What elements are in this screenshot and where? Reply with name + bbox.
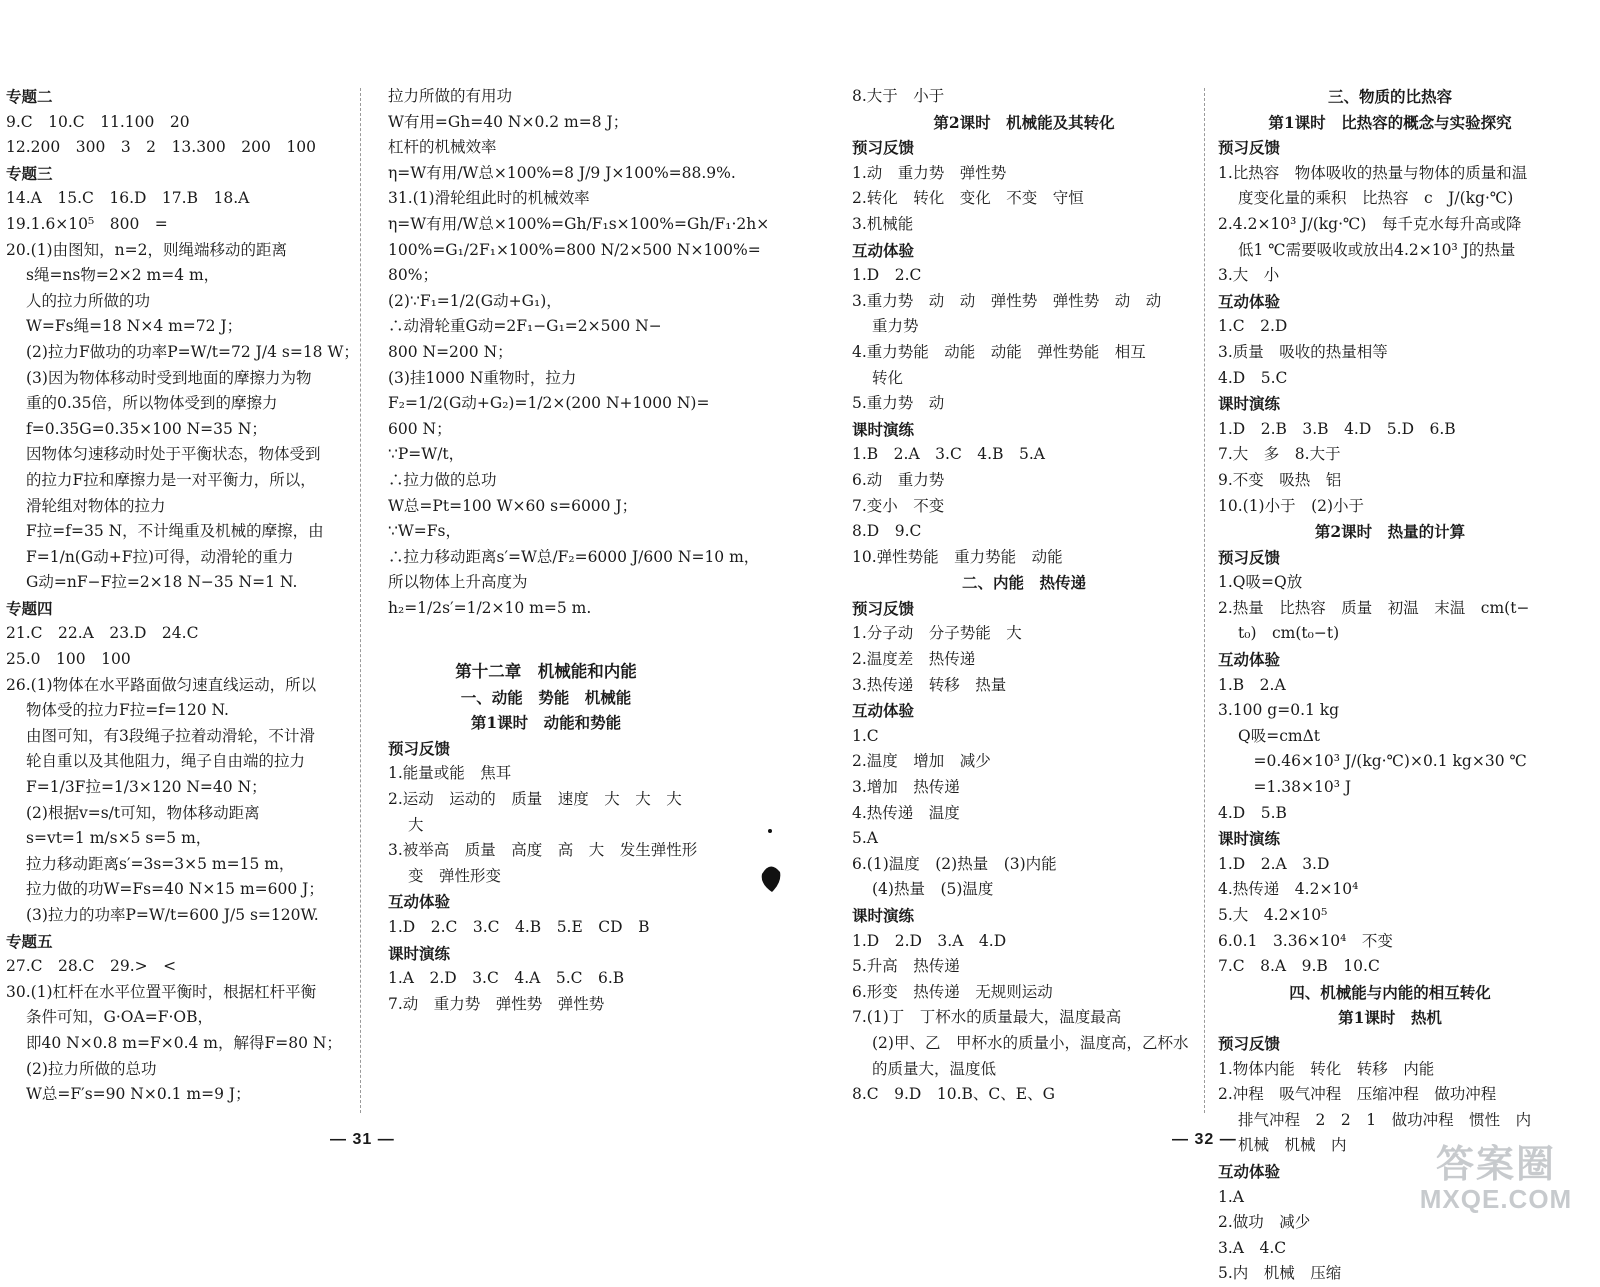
answer-line: G动=nF−F拉=2×18 N−35 N=1 N. (26, 573, 298, 592)
answer-line: 变 弹性形变 (408, 866, 502, 885)
answer-line: 人的拉力所做的功 (26, 291, 151, 310)
page-31-left-column (6, 84, 359, 1108)
answer-line: 3.100 g=0.1 kg (1218, 701, 1340, 720)
answer-line: 重力势 (872, 317, 919, 336)
answer-line: W总=F′s=90 N×0.1 m=9 J； (26, 1085, 251, 1104)
answer-line: 3.机械能 (852, 214, 914, 233)
section-heading: 专题二 (6, 87, 53, 106)
answer-line: 1.分子动 分子势能 大 (852, 624, 1022, 643)
answer-line: s绳=ns物=2×2 m=4 m， (26, 266, 220, 285)
answer-line: 2.做功 减少 (1218, 1213, 1311, 1232)
answer-line: 杠杆的机械效率 (388, 138, 497, 157)
answer-line: 重的0.35倍，所以物体受到的摩擦力 (26, 394, 278, 413)
answer-line: 8.C 9.D 10.B、C、E、G (852, 1085, 1055, 1104)
page-number-31: — 31 — (330, 1131, 395, 1148)
answer-line: (2)拉力所做的总功 (26, 1059, 157, 1078)
answer-line: W总=Pt=100 W×60 s=6000 J； (388, 496, 638, 515)
answer-line: 1.C (852, 726, 879, 745)
answer-line: 6.形变 热传递 无规则运动 (852, 982, 1053, 1001)
answer-line: 所以物体上升高度为 (388, 573, 528, 592)
answer-line: 低1 ℃需要吸收或放出4.2×10³ J的热量 (1238, 240, 1516, 259)
answer-line: 5.重力势 动 (852, 394, 945, 413)
answer-line: 拉力所做的有用功 (388, 87, 513, 105)
answer-line: ∴拉力移动距离s′=W总/F₂=6000 J/600 N=10 m， (388, 547, 760, 566)
lesson-title: 四、机械能与内能的相互转化 (1289, 982, 1491, 1002)
answer-line: F拉=f=35 N，不计绳重及机械的摩擦，由 (26, 522, 324, 541)
answer-line: =0.46×10³ J/(kg·℃)×0.1 kg×30 ℃ (1238, 752, 1527, 771)
section-heading: 预习反馈 (852, 138, 915, 158)
section-heading: 专题五 (6, 931, 53, 951)
answer-line: 物体受的拉力F拉=f=120 N. (26, 701, 229, 720)
answer-line: 由图可知，有3段绳子拉着动滑轮，不计滑 (26, 726, 315, 745)
answer-line: 12.200 300 3 2 13.300 200 100 (6, 138, 316, 157)
answer-line: 排气冲程 2 2 1 做功冲程 惯性 内 (1238, 1110, 1532, 1129)
answer-line: 的质量大，温度低 (872, 1059, 997, 1078)
section-heading: 预习反馈 (1218, 1033, 1281, 1053)
section-heading: 预习反馈 (1218, 138, 1281, 158)
answer-line: ∴拉力做的总功 (388, 470, 497, 489)
answer-line: 即40 N×0.8 m=F×0.4 m，解得F=80 N； (26, 1033, 342, 1052)
answer-line: 7.(1)丁 丁杯水的质量最大，温度最高 (852, 1008, 1122, 1027)
answer-line: 5.大 4.2×10⁵ (1218, 906, 1328, 924)
lesson-title: 一、动能 势能 机械能 (460, 687, 632, 707)
section-heading: 预习反馈 (852, 598, 915, 618)
answer-line: 3.被举高 质量 高度 高 大 发生弹性形 (388, 841, 698, 860)
watermark-text: 答案圈 (1435, 1144, 1556, 1186)
answer-line: ∵P=W/t， (388, 445, 465, 464)
answer-line: 因物体匀速移动时处于平衡状态，物体受到 (26, 445, 321, 464)
answer-line: 100%=G₁/2F₁×100%=800 N/2×500 N×100%= (388, 240, 761, 259)
answer-line: 机械 机械 内 (1238, 1136, 1347, 1155)
answer-line: 1.物体内能 转化 转移 内能 (1218, 1059, 1435, 1078)
answer-line: 1.C 2.D (1218, 317, 1288, 336)
section-heading: 专题四 (6, 598, 53, 618)
section-heading: 专题三 (6, 163, 53, 183)
answer-line: 10.弹性势能 重力势能 动能 (852, 547, 1063, 566)
answer-line: 1.动 重力势 弹性势 (852, 163, 1007, 182)
answer-line: 4.D 5.C (1218, 368, 1288, 387)
section-heading: 互动体验 (1218, 650, 1281, 670)
answer-line: 2.转化 转化 变化 不变 守恒 (852, 189, 1084, 208)
answer-line: 6.动 重力势 (852, 470, 945, 489)
section-heading: 互动体验 (852, 701, 915, 721)
watermark-domain: MXQE.COM (1419, 1184, 1573, 1214)
answer-line: 25.0 100 100 (6, 650, 131, 669)
answer-line: 21.C 22.A 23.D 24.C (6, 624, 199, 643)
answer-line: 8.大于 小于 (852, 87, 945, 105)
lesson-title: 第2课时 热量的计算 (1314, 522, 1466, 542)
answer-line: 拉力移动距离s′=3s=3×5 m=15 m， (26, 854, 295, 873)
answer-line: 1.B 2.A 3.C 4.B 5.A (852, 445, 1045, 464)
answer-line: 8.D 9.C (852, 522, 922, 541)
answer-line: (3)挂1000 N重物时，拉力 (388, 368, 577, 387)
answer-line: Q吸=cmΔt (1238, 726, 1320, 745)
answer-line: 9.不变 吸热 铝 (1218, 470, 1342, 489)
answer-line: F=1/n(G动+F拉)可得，动滑轮的重力 (26, 547, 294, 566)
answer-line: 1.D 2.C 3.C 4.B 5.E CD B (388, 918, 650, 936)
answer-line: 80%； (388, 266, 438, 285)
answer-line: 1.D 2.D 3.A 4.D (852, 931, 1007, 950)
answer-line: (2)拉力F做功的功率P=W/t=72 J/4 s=18 W； (26, 342, 359, 361)
answer-line: F₂=1/2(G动+G₂)=1/2×(200 N+1000 N)= (388, 394, 710, 413)
column-divider (360, 88, 361, 1113)
answer-line: s=vt=1 m/s×5 s=5 m， (26, 829, 212, 848)
answer-line: 7.大 多 8.大于 (1218, 445, 1341, 464)
answer-line: 1.比热容 物体吸收的热量与物体的质量和温 (1218, 163, 1528, 182)
answer-line: 7.C 8.A 9.B 10.C (1218, 957, 1380, 976)
answer-line: 3.大 小 (1218, 266, 1280, 285)
lesson-title: 第1课时 比热容的概念与实验探究 (1268, 112, 1512, 132)
page-32-right-column (1218, 84, 1562, 1287)
section-heading: 课时演练 (1218, 394, 1281, 414)
section-heading: 预习反馈 (388, 738, 451, 758)
section-heading: 互动体验 (1218, 1161, 1281, 1181)
page-32-left-column (852, 84, 1196, 1108)
lesson-title: 第十二章 机械能和内能 (455, 662, 637, 682)
answer-line: 大 (408, 815, 424, 834)
answer-line: 1.A 2.D 3.C 4.A 5.C 6.B (388, 969, 625, 988)
answer-line: 4.热传递 4.2×10⁴ (1218, 880, 1359, 899)
answer-line: 条件可知，G·OA=F·OB， (26, 1008, 213, 1027)
page-31-right-column (388, 84, 770, 1017)
answer-line: 3.A 4.C (1218, 1238, 1287, 1257)
answer-line: 19.1.6×10⁵ 800 = (6, 214, 168, 233)
answer-line: 10.(1)小于 (2)小于 (1218, 496, 1365, 515)
answer-line: (4)热量 (5)温度 (872, 880, 994, 899)
answer-line: 1.A (1218, 1187, 1244, 1206)
answer-line: 4.热传递 温度 (852, 803, 960, 822)
answer-line: t₀) cm(t₀−t) (1238, 624, 1340, 643)
answer-line: 4.D 5.B (1218, 803, 1287, 822)
answer-line: h₂=1/2s′=1/2×10 m=5 m. (388, 598, 592, 617)
section-heading: 课时演练 (852, 906, 915, 925)
answer-line: 27.C 28.C 29.> < (6, 957, 177, 976)
answer-line: 拉力做的功W=Fs=40 N×15 m=600 J； (26, 880, 324, 899)
answer-line: 1.B 2.A (1218, 675, 1286, 694)
answer-line: 转化 (872, 368, 904, 387)
answer-line: (2)∵F₁=1/2(G动+G₁)， (388, 291, 562, 310)
section-heading: 互动体验 (1218, 291, 1281, 311)
answer-line: (2)根据v=s/t可知，物体移动距离 (26, 803, 260, 822)
answer-line: 3.增加 热传递 (852, 778, 960, 797)
answer-line: η=W有用/W总×100%=8 J/9 J×100%=88.9%. (388, 163, 736, 182)
answer-line: 7.动 重力势 弹性势 弹性势 (388, 994, 605, 1013)
answer-line: ∴动滑轮重G动=2F₁−G₁=2×500 N− (388, 317, 662, 336)
answer-line: 度变化量的乘积 比热容 c J/(kg·℃) (1238, 189, 1514, 208)
section-heading: 预习反馈 (1218, 547, 1281, 567)
answer-line: f=0.35G=0.35×100 N=35 N； (26, 419, 267, 438)
answer-line: 轮自重以及其他阻力，绳子自由端的拉力 (26, 752, 306, 771)
answer-line: 5.A (852, 829, 878, 848)
lesson-title: 第1课时 动能和势能 (470, 713, 622, 733)
answer-line: 2.热量 比热容 质量 初温 末温 cm(t− (1218, 598, 1530, 617)
lesson-title: 二、内能 热传递 (961, 573, 1086, 593)
section-heading: 互动体验 (852, 240, 915, 260)
section-heading: 课时演练 (1218, 829, 1281, 849)
answer-line: 3.重力势 动 动 弹性势 弹性势 动 动 (852, 291, 1162, 310)
answer-line: 2.温度 增加 减少 (852, 752, 991, 771)
answer-line: 6.(1)温度 (2)热量 (3)内能 (852, 854, 1057, 873)
answer-line (388, 621, 704, 647)
answer-line: 3.质量 吸收的热量相等 (1218, 342, 1388, 361)
answer-line: 31.(1)滑轮组此时的机械效率 (388, 189, 590, 208)
answer-line: 30.(1)杠杆在水平位置平衡时，根据杠杆平衡 (6, 982, 317, 1001)
answer-line: W有用=Gh=40 N×0.2 m=8 J； (388, 112, 629, 131)
answer-line: 26.(1)物体在水平路面做匀速直线运动，所以 (6, 675, 317, 694)
answer-line: 1.能量或能 焦耳 (388, 764, 512, 783)
answer-line: η=W有用/W总×100%=Gh/F₁s×100%=Gh/F₁·2h× (388, 214, 770, 233)
answer-line: 600 N； (388, 419, 452, 438)
section-heading: 课时演练 (852, 419, 915, 439)
answer-line: 5.内 机械 压缩 (1218, 1264, 1342, 1283)
section-heading: 互动体验 (388, 892, 451, 912)
answer-line: =1.38×10³ J (1238, 778, 1352, 797)
answer-line: 1.D 2.A 3.D (1218, 854, 1330, 873)
answer-line: 2.4.2×10³ J/(kg·℃) 每千克水每升高或降 (1218, 214, 1522, 233)
answer-line: 的拉力F拉和摩擦力是一对平衡力，所以， (26, 470, 316, 489)
answer-line: F=1/3F拉=1/3×120 N=40 N； (26, 778, 267, 797)
lesson-title: 第2课时 机械能及其转化 (933, 112, 1115, 132)
watermark-logo (1396, 1145, 1596, 1213)
answer-line: 3.热传递 转移 热量 (852, 675, 1007, 694)
answer-line: 2.温度差 热传递 (852, 650, 976, 669)
answer-line: ∵W=Fs， (388, 522, 461, 541)
answer-line: (2)甲、乙 甲杯水的质量小，温度高，乙杯水 (872, 1033, 1189, 1052)
section-heading: 课时演练 (388, 943, 451, 963)
answer-line: 滑轮组对物体的拉力 (26, 496, 166, 515)
lesson-title: 三、物质的比热容 (1327, 87, 1452, 106)
answer-line: W=Fs绳=18 N×4 m=72 J； (26, 317, 243, 336)
answer-line: 4.重力势能 动能 动能 弹性势能 相互 (852, 342, 1146, 361)
column-divider (1204, 88, 1205, 1113)
page-number-32: — 32 — (1172, 1131, 1237, 1148)
answer-line: 20.(1)由图知，n=2，则绳端移动的距离 (6, 240, 287, 259)
answer-line: 1.D 2.B 3.B 4.D 5.D 6.B (1218, 419, 1456, 438)
answer-line: 1.D 2.C (852, 266, 922, 285)
answer-line: 14.A 15.C 16.D 17.B 18.A (6, 189, 250, 208)
answer-line: 7.变小 不变 (852, 496, 945, 515)
answer-line: 5.升高 热传递 (852, 957, 960, 976)
answer-line: (3)拉力的功率P=W/t=600 J/5 s=120W. (26, 906, 319, 924)
lesson-title: 第1课时 热机 (1338, 1008, 1442, 1028)
answer-line: 2.运动 运动的 质量 速度 大 大 大 (388, 790, 682, 809)
answer-line: 9.C 10.C 11.100 20 (6, 112, 190, 131)
answer-line: 1.Q吸=Q放 (1218, 573, 1303, 592)
answer-line: 6.0.1 3.36×10⁴ 不变 (1218, 931, 1393, 950)
answer-line: (3)因为物体移动时受到地面的摩擦力为物 (26, 368, 312, 387)
binding-mark (758, 826, 788, 896)
answer-line: 800 N=200 N； (388, 342, 513, 361)
answer-line: 2.冲程 吸气冲程 压缩冲程 做功冲程 (1218, 1085, 1497, 1104)
